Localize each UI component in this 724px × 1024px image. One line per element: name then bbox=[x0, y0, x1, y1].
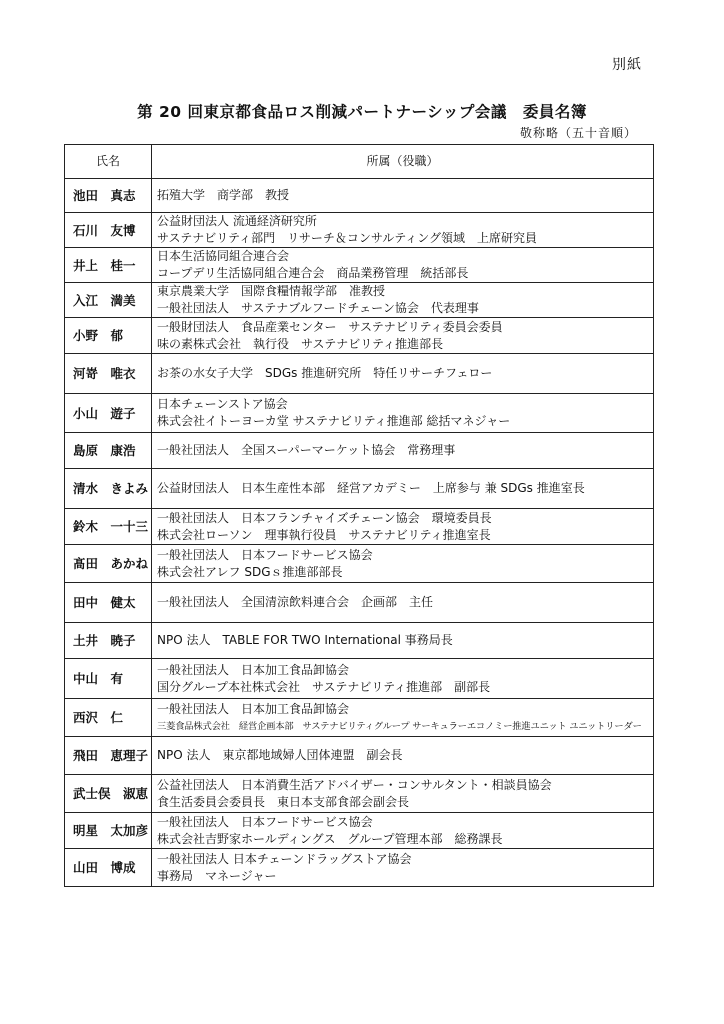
member-row bbox=[65, 394, 654, 433]
member-name: 土井 暁子 bbox=[65, 623, 152, 659]
roster-header bbox=[65, 145, 654, 179]
member-row bbox=[65, 623, 654, 659]
affiliation-line: 事務局 マネージャー bbox=[157, 868, 277, 883]
member-name: 石川 友博 bbox=[65, 213, 152, 248]
member-affiliation bbox=[152, 659, 654, 699]
member-affiliation bbox=[152, 283, 654, 318]
affiliation-line: 一般社団法人 全国スーパーマーケット協会 常務理事 bbox=[157, 443, 456, 457]
header-row bbox=[65, 145, 654, 179]
affiliation-line: 一般社団法人 日本フランチャイズチェーン協会 環境委員長 bbox=[157, 510, 492, 525]
affiliation-line: 一般財団法人 食品産業センター サステナビリティ委員会委員 bbox=[157, 319, 503, 334]
affiliation-line: 食生活委員会委員長 東日本支部食部会副会長 bbox=[157, 794, 410, 809]
member-affiliation bbox=[152, 469, 654, 509]
affiliation-line: サステナビリティ部門 リサーチ＆コンサルティング領域 上席研究員 bbox=[157, 231, 538, 245]
member-name: 小野 郁 bbox=[65, 318, 152, 354]
affiliation-line: 株式会社吉野家ホールディングス グループ管理本部 総務課長 bbox=[157, 831, 503, 846]
member-row bbox=[65, 659, 654, 699]
member-affiliation bbox=[152, 583, 654, 623]
affiliation-line: 一般社団法人 日本フードサービス協会 bbox=[157, 547, 373, 562]
member-row bbox=[65, 179, 654, 213]
member-affiliation bbox=[152, 509, 654, 545]
member-row bbox=[65, 813, 654, 849]
affiliation-line: 株式会社ローソン 理事執行役員 サステナビリティ推進室長 bbox=[157, 527, 491, 542]
member-affiliation bbox=[152, 318, 654, 354]
member-affiliation bbox=[152, 545, 654, 583]
member-name: 入江 満美 bbox=[65, 283, 152, 318]
member-roster-table bbox=[64, 144, 654, 887]
affiliation-line: NPO 法人 TABLE FOR TWO International 事務局長 bbox=[157, 633, 453, 647]
header-name: 氏名 bbox=[65, 145, 152, 179]
member-row bbox=[65, 248, 654, 283]
affiliation-line: 日本生活協同組合連合会 bbox=[157, 249, 290, 263]
member-name: 島原 康浩 bbox=[65, 433, 152, 469]
member-name: 中山 有 bbox=[65, 659, 152, 699]
affiliation-line: 味の素株式会社 執行役 サステナビリティ推進部長 bbox=[157, 336, 444, 351]
member-affiliation bbox=[152, 433, 654, 469]
affiliation-line: コープデリ生活協同組合連合会 商品業務管理 統括部長 bbox=[157, 266, 469, 280]
affiliation-line: 一般社団法人 全国清涼飲料連合会 企画部 主任 bbox=[157, 595, 434, 609]
affiliation-line: 日本チェーンストア協会 bbox=[157, 397, 288, 411]
member-row bbox=[65, 318, 654, 354]
roster-body bbox=[65, 179, 654, 887]
member-affiliation bbox=[152, 813, 654, 849]
affiliation-line: 東京農業大学 国際食糧情報学部 准教授 bbox=[157, 284, 386, 298]
affiliation-line: 拓殖大学 商学部 教授 bbox=[157, 188, 290, 202]
header-affiliation: 所属（役職） bbox=[152, 145, 654, 179]
affiliation-line: お茶の水女子大学 SDGs 推進研究所 特任リサーチフェロー bbox=[157, 366, 493, 380]
attachment-label: 別紙 bbox=[612, 57, 642, 73]
member-name: 池田 真志 bbox=[65, 179, 152, 213]
member-row bbox=[65, 775, 654, 813]
member-row bbox=[65, 583, 654, 623]
member-row bbox=[65, 469, 654, 509]
member-name: 髙田 あかね bbox=[65, 545, 152, 583]
member-row bbox=[65, 283, 654, 318]
member-name: 飛田 恵理子 bbox=[65, 737, 152, 775]
affiliation-line: 国分グループ本社株式会社 サステナビリティ推進部 副部長 bbox=[157, 679, 491, 694]
member-name: 小山 遊子 bbox=[65, 394, 152, 433]
member-row bbox=[65, 433, 654, 469]
affiliation-line: 株式会社イトーヨーカ堂 サステナビリティ推進部 総括マネジャー bbox=[157, 414, 511, 428]
member-name: 田中 健太 bbox=[65, 583, 152, 623]
member-name: 明星 太加彦 bbox=[65, 813, 152, 849]
member-name: 河嵜 唯衣 bbox=[65, 354, 152, 394]
member-name: 武士俣 淑恵 bbox=[65, 775, 152, 813]
member-row bbox=[65, 849, 654, 887]
member-row bbox=[65, 213, 654, 248]
member-row bbox=[65, 509, 654, 545]
affiliation-line: 一般社団法人 日本加工食品卸協会 bbox=[157, 662, 350, 677]
member-affiliation bbox=[152, 623, 654, 659]
affiliation-line: 一般社団法人 日本加工食品卸協会 bbox=[157, 701, 350, 716]
member-name: 井上 桂一 bbox=[65, 248, 152, 283]
member-affiliation bbox=[152, 737, 654, 775]
affiliation-line: 一般社団法人 日本チェーンドラッグストア協会 bbox=[157, 851, 412, 866]
affiliation-line: 一般社団法人 日本フードサービス協会 bbox=[157, 814, 373, 829]
member-name: 西沢 仁 bbox=[65, 699, 152, 737]
affiliation-line: NPO 法人 東京都地域婦人団体連盟 副会長 bbox=[157, 748, 403, 762]
member-affiliation bbox=[152, 775, 654, 813]
member-name: 清水 きよみ bbox=[65, 469, 152, 509]
member-row bbox=[65, 354, 654, 394]
member-affiliation bbox=[152, 699, 654, 737]
member-affiliation bbox=[152, 213, 654, 248]
affiliation-line: 公益社団法人 日本消費生活アドバイザー・コンサルタント・相談員協会 bbox=[157, 777, 552, 792]
member-name: 鈴木 一十三 bbox=[65, 509, 152, 545]
affiliation-line: 公益財団法人 日本生産性本部 経営アカデミー 上席参与 兼 SDGs 推進室長 bbox=[157, 481, 585, 495]
affiliation-line: 一般社団法人 サステナブルフードチェーン協会 代表理事 bbox=[157, 301, 479, 315]
member-row bbox=[65, 699, 654, 737]
member-affiliation bbox=[152, 179, 654, 213]
affiliation-line: 公益財団法人 流通経済研究所 bbox=[157, 214, 317, 228]
member-name: 山田 博成 bbox=[65, 849, 152, 887]
member-affiliation bbox=[152, 394, 654, 433]
member-affiliation bbox=[152, 354, 654, 394]
affiliation-line: 株式会社アレフ SDGｓ推進部部長 bbox=[157, 564, 343, 579]
member-affiliation bbox=[152, 849, 654, 887]
member-row bbox=[65, 737, 654, 775]
honorific-note: 敬称略（五十音順） bbox=[519, 126, 637, 140]
member-affiliation bbox=[152, 248, 654, 283]
affiliation-line: 三菱食品株式会社 経営企画本部 サステナビリティグループ サーキュラーエコノミー推進ユニット ユニットリーダー bbox=[157, 720, 642, 732]
member-row bbox=[65, 545, 654, 583]
page-title: 第 20 回東京都食品ロス削減パートナーシップ会議 委員名簿 bbox=[137, 103, 587, 121]
